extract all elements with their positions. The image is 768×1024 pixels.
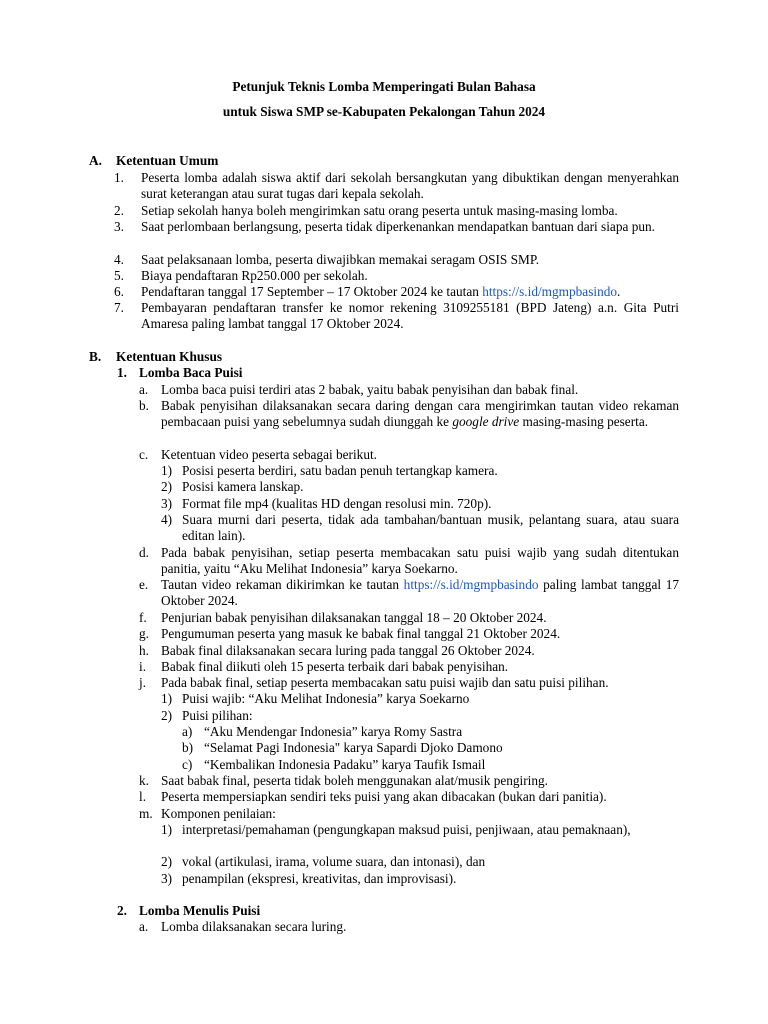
list-item: 1) Puisi wajib: “Aku Melihat Indonesia” karya Soekarno [161,691,470,706]
subsection-2-heading: 2. Lomba Menulis Puisi [117,903,261,918]
document-title-line-1: Petunjuk Teknis Lomba Memperingati Bulan Bahasa [232,79,536,94]
list-item: m. Komponen penilaian: [139,806,276,821]
section-a-heading [89,153,218,169]
section-b-label: B. [89,349,102,364]
registration-link[interactable]: https://s.id/mgmpbasindo [482,284,618,299]
document-title-line-2: untuk Siswa SMP se-Kabupaten Pekalongan Tahun 2024 [222,104,546,119]
list-item: 2) vokal (artikulasi, irama, volume suara, dan intonasi), dan [161,854,486,869]
list-item: 4. Saat pelaksanaan lomba, peserta diwajibkan memakai seragam OSIS SMP. [114,252,540,267]
subsection-1-heading: 1. Lomba Baca Puisi [117,365,243,380]
list-item: 1. Peserta lomba adalah siswa aktif dari sekolah bersangkutan yang dibuktikan dengan menyerahkan surat keterangan atau surat tugas dari kepala sekolah. [114,170,679,202]
list-item: 2) Posisi kamera lanskap. [161,479,304,494]
list-item: f. Penjurian babak penyisihan dilaksanakan tanggal 18 – 20 Oktober 2024. [139,610,547,625]
list-item: l. Peserta mempersiapkan sendiri teks puisi yang akan dibacakan (bukan dari panitia). [139,789,607,804]
list-item: 1) interpretasi/pemahaman (pengungkapan maksud puisi, penjiwaan, atau pemaknaan), [161,822,631,837]
list-item: 3. Saat perlombaan berlangsung, peserta tidak diperkenankan mendapatkan bantuan dari siapa pun. [114,219,655,234]
section-a-label: A. [89,153,102,168]
list-item: j. Pada babak final, setiap peserta membacakan satu puisi wajib dan satu puisi pilihan. [139,675,609,690]
list-item: i. Babak final diikuti oleh 15 peserta terbaik dari babak penyisihan. [139,659,509,674]
list-item: a. Lomba baca puisi terdiri atas 2 babak, yaitu babak penyisihan dan babak final. [139,382,579,397]
list-item: k. Saat babak final, peserta tidak boleh menggunakan alat/musik pengiring. [139,773,548,788]
list-item: 3) Format file mp4 (kualitas HD dengan resolusi min. 720p). [161,496,492,511]
list-item: 6. Pendaftaran tanggal 17 September – 17 Oktober 2024 ke tautan https://s.id/mgmpbasindo. [114,284,621,299]
list-item: h. Babak final dilaksanakan secara luring pada tanggal 26 Oktober 2024. [139,643,535,658]
list-item: b) “Selamat Pagi Indonesia" karya Sapardi Djoko Damono [182,740,503,755]
list-item: 1) Posisi peserta berdiri, satu badan penuh tertangkap kamera. [161,463,498,478]
list-item: 2) Puisi pilihan: [161,708,253,723]
video-submission-link[interactable]: https://s.id/mgmpbasindo [403,577,539,592]
list-item: 3) penampilan (ekspresi, kreativitas, dan improvisasi). [161,871,457,886]
section-b-title: Ketentuan Khusus [116,349,223,364]
list-item: 7. Pembayaran pendaftaran transfer ke nomor rekening 3109255181 (BPD Jateng) a.n. Gita Putri Amaresa paling lambat tanggal 17 Oktober 2024. [114,300,679,332]
list-item: a. Lomba dilaksanakan secara luring. [139,919,347,934]
list-item: c) “Kembalikan Indonesia Padaku” karya Taufik Ismail [182,757,486,772]
list-item: a) “Aku Mendengar Indonesia” karya Romy Sastra [182,724,463,739]
list-item: e. Tautan video rekaman dikirimkan ke tautan https://s.id/mgmpbasindo paling lambat tanggal 17 Oktober 2024. [139,577,680,609]
list-item: b. Babak penyisihan dilaksanakan secara daring dengan cara mengirimkan tautan video rekaman pembacaan puisi yang sebelumnya sudah diunggah ke google drive masing-masing peserta. [139,398,679,430]
list-item: 5. Biaya pendaftaran Rp250.000 per sekolah. [114,268,368,283]
list-item: d. Pada babak penyisihan, setiap peserta membacakan satu puisi wajib yang sudah ditentukan panitia, yaitu “Aku Melihat Indonesia” karya Soekarno. [139,545,679,577]
list-item: c. Ketentuan video peserta sebagai berikut. [139,447,377,462]
section-a-title: Ketentuan Umum [116,153,219,168]
list-item: g. Pengumuman peserta yang masuk ke babak final tanggal 21 Oktober 2024. [139,626,561,641]
section-b-heading [89,349,222,365]
list-item: 2. Setiap sekolah hanya boleh mengirimkan satu orang peserta untuk masing-masing lomba. [114,203,618,218]
list-item: 4) Suara murni dari peserta, tidak ada tambahan/bantuan musik, pelantang suara, atau suara editan lain). [161,512,679,544]
